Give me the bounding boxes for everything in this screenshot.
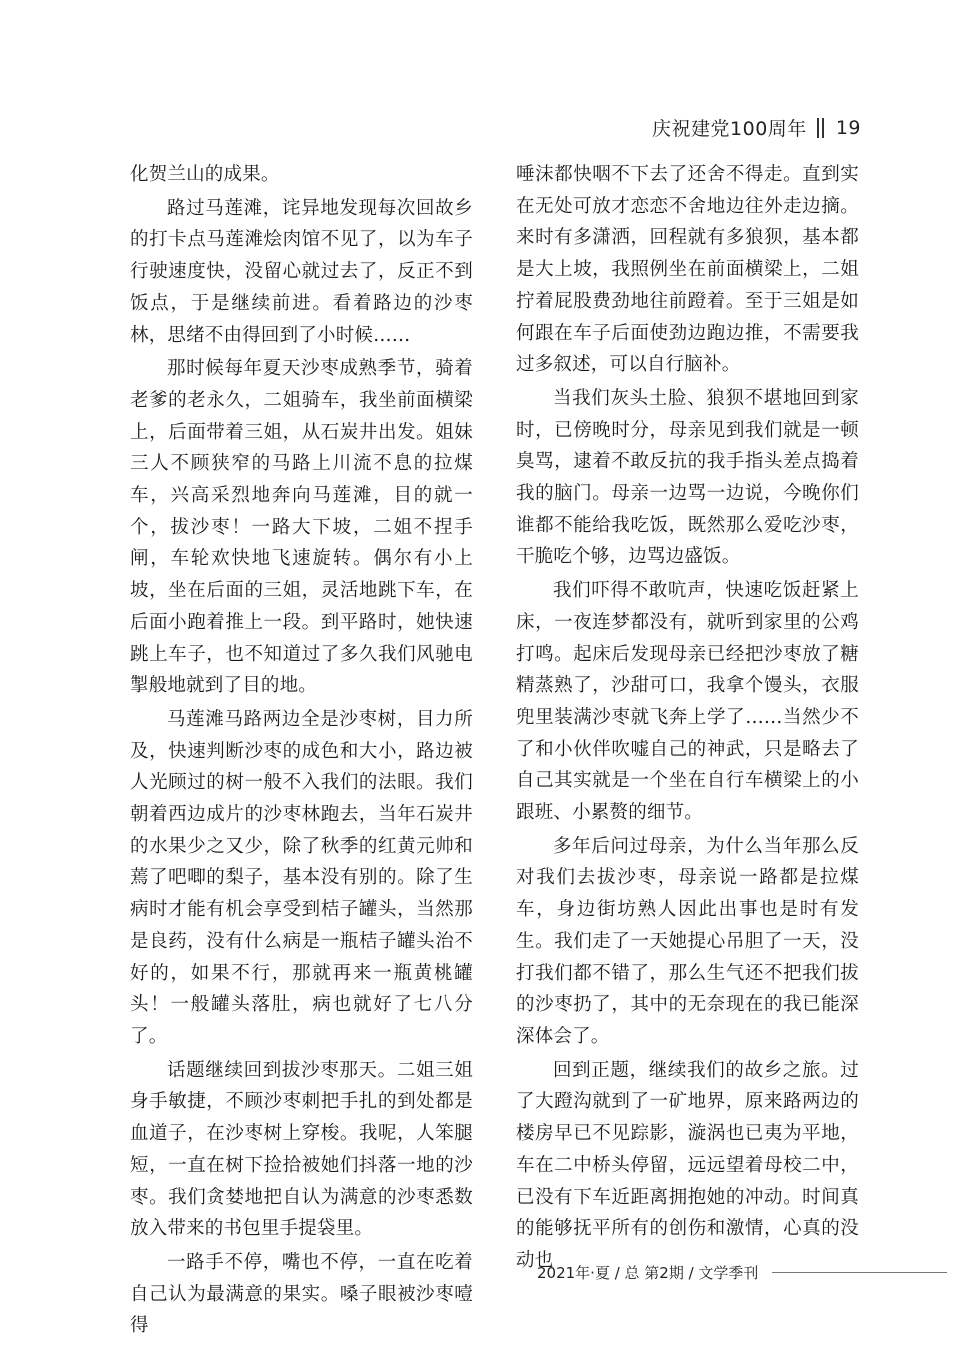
section-title: 庆祝建党100周年 <box>652 118 807 140</box>
paragraph: 回到正题，继续我们的故乡之旅。过了大蹬沟就到了一矿地界，原来路两边的楼房早已不见踪影，漩涡也已夷为平地，车在二中桥头停留，远远望着母校二中，已没有下车近距离拥抱她的冲动。时间真的能够抚平所有的创伤和激情，心真的没动也 <box>516 1059 859 1271</box>
paragraph: 马莲滩马路两边全是沙枣树，目力所及，快速判断沙枣的成色和大小，路边被人光顾过的树一般不入我们的法眼。我们朝着西边成片的沙枣林跑去，当年石炭井的水果少之又少，除了秋季的红黄元帅和蔫了吧唧的梨子，基本没有别的。除了生病时才能有机会享受到桔子罐头，当然那是良药，没有什么病是一瓶桔子罐头治不好的，如果不行，那就再来一瓶黄桃罐头！一般罐头落肚，病也就好了七八分了。 <box>130 708 473 1047</box>
issue-info: 2021年·夏 / 总 第2期 / 文学季刊 <box>537 1264 759 1282</box>
paragraph: 当我们灰头土脸、狼狈不堪地回到家时，已傍晚时分，母亲见到我们就是一顿臭骂，逮着不敢反抗的我手指头差点捣着我的脑门。母亲一边骂一边说，今晚你们谁都不能给我吃饭，既然那么爱吃沙枣，干脆吃个够，边骂边盛饭。 <box>516 387 859 568</box>
left-column <box>130 159 473 1342</box>
paragraph: 话题继续回到拔沙枣那天。二姐三姐身手敏捷，不顾沙枣刺把手扎的到处都是血道子，在沙枣树上穿梭。我呢，人笨腿短，一直在树下捡拾被她们抖落一地的沙枣。我们贪婪地把自认为满意的沙枣悉数放入带来的书包里手提袋里。 <box>130 1059 473 1240</box>
right-column <box>516 159 859 1277</box>
paragraph: 路过马莲滩，诧异地发现每次回故乡的打卡点马莲滩烩肉馆不见了，以为车子行驶速度快，没留心就过去了，反正不到饭点，于是继续前进。看着路边的沙枣林，思绪不由得回到了小时候…… <box>130 197 473 346</box>
page-footer <box>537 1262 947 1283</box>
paragraph: 唾沫都快咽不下去了还舍不得走。直到实在无处可放才恋恋不舍地边往外走边摘。来时有多潇洒，回程就有多狼狈，基本都是大上坡，我照例坐在前面横梁上，二姐拧着屁股费劲地往前蹬着。至于三姐是如何跟在车子后面使劲边跑边推，不需要我过多叙述，可以自行脑补。 <box>516 164 859 376</box>
paragraph: 一路手不停，嘴也不停，一直在吃着自己认为最满意的果实。嗓子眼被沙枣噎得 <box>130 1251 473 1337</box>
header-divider <box>817 118 824 138</box>
paragraph: 我们吓得不敢吭声，快速吃饭赶紧上床，一夜连梦都没有，就听到家里的公鸡打鸣。起床后发现母亲已经把沙枣放了糖精蒸熟了，沙甜可口，我拿个馒头，衣服兜里装满沙枣就飞奔上学了……当然少不了和小伙伴吹嘘自己的神武，只是略去了自己其实就是一个坐在自行车横梁上的小跟班、小累赘的细节。 <box>516 580 859 824</box>
paragraph: 化贺兰山的成果。 <box>130 164 280 185</box>
paragraph: 多年后问过母亲，为什么当年那么反对我们去拔沙枣，母亲说一路都是拉煤车，身边街坊熟人因此出事也是时有发生。我们走了一天她提心吊胆了一天，没打我们都不错了，那么生气还不把我们拔的沙枣扔了，其中的无奈现在的我已能深深体会了。 <box>516 835 859 1047</box>
running-header <box>652 114 861 141</box>
page-number: 19 <box>835 116 861 139</box>
footer-rule <box>772 1272 947 1273</box>
paragraph: 那时候每年夏天沙枣成熟季节，骑着老爹的老永久，二姐骑车，我坐前面横梁上，后面带着三姐，从石炭井出发。姐妹三人不顾狭窄的马路上川流不息的拉煤车，兴高采烈地奔向马莲滩，目的就一个，拔沙枣！一路大下坡，二姐不捏手闸，车轮欢快地飞速旋转。偶尔有小上坡，坐在后面的三姐，灵活地跳下车，在后面小跑着推上一段。到平路时，她快速跳上车子，也不知道过了多久我们风驰电掣般地就到了目的地。 <box>130 358 473 697</box>
